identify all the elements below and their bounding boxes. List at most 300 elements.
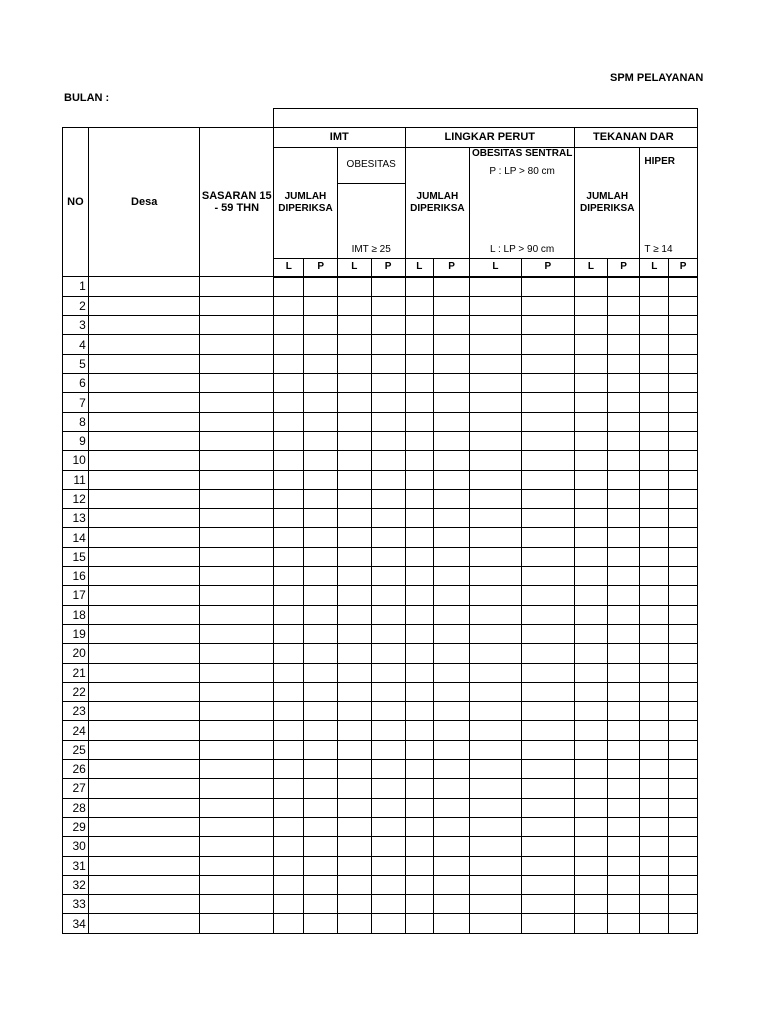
data-cell[interactable] (470, 470, 521, 489)
data-cell[interactable] (640, 779, 669, 798)
data-cell[interactable] (405, 779, 433, 798)
data-cell[interactable] (405, 644, 433, 663)
data-cell[interactable] (337, 856, 371, 875)
data-cell[interactable] (669, 451, 698, 470)
data-cell[interactable] (337, 663, 371, 682)
data-cell[interactable] (470, 547, 521, 566)
data-cell[interactable] (371, 721, 405, 740)
data-cell[interactable] (433, 296, 469, 315)
data-cell[interactable] (304, 837, 337, 856)
data-cell[interactable] (521, 760, 574, 779)
sasaran-cell[interactable] (200, 605, 274, 624)
data-cell[interactable] (337, 509, 371, 528)
data-cell[interactable] (337, 624, 371, 643)
desa-cell[interactable] (88, 393, 200, 412)
data-cell[interactable] (669, 354, 698, 373)
data-cell[interactable] (470, 760, 521, 779)
data-cell[interactable] (521, 875, 574, 894)
data-cell[interactable] (669, 895, 698, 914)
data-cell[interactable] (405, 567, 433, 586)
data-cell[interactable] (337, 837, 371, 856)
data-cell[interactable] (337, 740, 371, 759)
data-cell[interactable] (669, 567, 698, 586)
desa-cell[interactable] (88, 895, 200, 914)
sasaran-cell[interactable] (200, 875, 274, 894)
data-cell[interactable] (607, 663, 640, 682)
data-cell[interactable] (470, 605, 521, 624)
data-cell[interactable] (607, 547, 640, 566)
data-cell[interactable] (405, 605, 433, 624)
sasaran-cell[interactable] (200, 547, 274, 566)
data-cell[interactable] (274, 277, 304, 297)
data-cell[interactable] (607, 644, 640, 663)
desa-cell[interactable] (88, 721, 200, 740)
data-cell[interactable] (470, 817, 521, 836)
desa-cell[interactable] (88, 760, 200, 779)
data-cell[interactable] (274, 817, 304, 836)
data-cell[interactable] (607, 586, 640, 605)
data-cell[interactable] (405, 760, 433, 779)
data-cell[interactable] (640, 856, 669, 875)
data-cell[interactable] (470, 798, 521, 817)
data-cell[interactable] (669, 760, 698, 779)
data-cell[interactable] (669, 489, 698, 508)
data-cell[interactable] (337, 586, 371, 605)
data-cell[interactable] (607, 721, 640, 740)
data-cell[interactable] (274, 586, 304, 605)
data-cell[interactable] (405, 354, 433, 373)
data-cell[interactable] (371, 277, 405, 297)
data-cell[interactable] (371, 605, 405, 624)
data-cell[interactable] (337, 489, 371, 508)
desa-cell[interactable] (88, 335, 200, 354)
data-cell[interactable] (337, 431, 371, 450)
data-cell[interactable] (274, 875, 304, 894)
desa-cell[interactable] (88, 702, 200, 721)
data-cell[interactable] (470, 663, 521, 682)
data-cell[interactable] (669, 296, 698, 315)
data-cell[interactable] (575, 316, 608, 335)
data-cell[interactable] (521, 451, 574, 470)
data-cell[interactable] (337, 682, 371, 701)
data-cell[interactable] (575, 296, 608, 315)
sasaran-cell[interactable] (200, 624, 274, 643)
data-cell[interactable] (640, 760, 669, 779)
data-cell[interactable] (575, 509, 608, 528)
sasaran-cell[interactable] (200, 393, 274, 412)
data-cell[interactable] (274, 316, 304, 335)
data-cell[interactable] (575, 760, 608, 779)
data-cell[interactable] (304, 393, 337, 412)
data-cell[interactable] (274, 837, 304, 856)
data-cell[interactable] (521, 335, 574, 354)
data-cell[interactable] (640, 431, 669, 450)
data-cell[interactable] (371, 393, 405, 412)
data-cell[interactable] (337, 721, 371, 740)
data-cell[interactable] (575, 547, 608, 566)
data-cell[interactable] (274, 489, 304, 508)
data-cell[interactable] (371, 547, 405, 566)
desa-cell[interactable] (88, 354, 200, 373)
data-cell[interactable] (640, 316, 669, 335)
data-cell[interactable] (304, 374, 337, 393)
data-cell[interactable] (521, 277, 574, 297)
data-cell[interactable] (640, 509, 669, 528)
data-cell[interactable] (669, 837, 698, 856)
data-cell[interactable] (337, 277, 371, 297)
data-cell[interactable] (433, 470, 469, 489)
data-cell[interactable] (433, 856, 469, 875)
data-cell[interactable] (470, 586, 521, 605)
data-cell[interactable] (371, 509, 405, 528)
data-cell[interactable] (669, 644, 698, 663)
data-cell[interactable] (274, 740, 304, 759)
desa-cell[interactable] (88, 509, 200, 528)
data-cell[interactable] (274, 644, 304, 663)
data-cell[interactable] (575, 875, 608, 894)
data-cell[interactable] (304, 895, 337, 914)
data-cell[interactable] (640, 374, 669, 393)
data-cell[interactable] (669, 875, 698, 894)
data-cell[interactable] (371, 644, 405, 663)
data-cell[interactable] (640, 605, 669, 624)
sasaran-cell[interactable] (200, 895, 274, 914)
data-cell[interactable] (575, 702, 608, 721)
data-cell[interactable] (433, 663, 469, 682)
sasaran-cell[interactable] (200, 586, 274, 605)
data-cell[interactable] (470, 412, 521, 431)
data-cell[interactable] (371, 528, 405, 547)
data-cell[interactable] (405, 895, 433, 914)
data-cell[interactable] (405, 431, 433, 450)
data-cell[interactable] (640, 470, 669, 489)
desa-cell[interactable] (88, 547, 200, 566)
data-cell[interactable] (274, 605, 304, 624)
data-cell[interactable] (274, 296, 304, 315)
data-cell[interactable] (521, 547, 574, 566)
data-cell[interactable] (521, 817, 574, 836)
data-cell[interactable] (433, 702, 469, 721)
desa-cell[interactable] (88, 451, 200, 470)
data-cell[interactable] (669, 856, 698, 875)
data-cell[interactable] (521, 837, 574, 856)
data-cell[interactable] (337, 779, 371, 798)
data-cell[interactable] (640, 412, 669, 431)
data-cell[interactable] (470, 509, 521, 528)
data-cell[interactable] (371, 682, 405, 701)
data-cell[interactable] (405, 335, 433, 354)
data-cell[interactable] (405, 663, 433, 682)
data-cell[interactable] (607, 624, 640, 643)
data-cell[interactable] (304, 277, 337, 297)
data-cell[interactable] (371, 296, 405, 315)
data-cell[interactable] (521, 779, 574, 798)
data-cell[interactable] (304, 528, 337, 547)
data-cell[interactable] (669, 914, 698, 933)
data-cell[interactable] (433, 374, 469, 393)
data-cell[interactable] (521, 374, 574, 393)
data-cell[interactable] (669, 721, 698, 740)
data-cell[interactable] (304, 586, 337, 605)
desa-cell[interactable] (88, 277, 200, 297)
data-cell[interactable] (337, 817, 371, 836)
data-cell[interactable] (521, 663, 574, 682)
data-cell[interactable] (304, 451, 337, 470)
data-cell[interactable] (304, 547, 337, 566)
data-cell[interactable] (304, 702, 337, 721)
data-cell[interactable] (521, 528, 574, 547)
data-cell[interactable] (575, 663, 608, 682)
data-cell[interactable] (405, 451, 433, 470)
data-cell[interactable] (304, 567, 337, 586)
data-cell[interactable] (304, 644, 337, 663)
data-cell[interactable] (669, 277, 698, 297)
data-cell[interactable] (470, 393, 521, 412)
data-cell[interactable] (669, 547, 698, 566)
data-cell[interactable] (640, 335, 669, 354)
data-cell[interactable] (405, 740, 433, 759)
data-cell[interactable] (575, 354, 608, 373)
data-cell[interactable] (607, 374, 640, 393)
data-cell[interactable] (669, 412, 698, 431)
sasaran-cell[interactable] (200, 682, 274, 701)
sasaran-cell[interactable] (200, 296, 274, 315)
data-cell[interactable] (669, 624, 698, 643)
sasaran-cell[interactable] (200, 277, 274, 297)
data-cell[interactable] (304, 624, 337, 643)
data-cell[interactable] (405, 624, 433, 643)
data-cell[interactable] (470, 856, 521, 875)
data-cell[interactable] (575, 624, 608, 643)
data-cell[interactable] (640, 296, 669, 315)
data-cell[interactable] (521, 682, 574, 701)
data-cell[interactable] (669, 605, 698, 624)
data-cell[interactable] (433, 489, 469, 508)
data-cell[interactable] (470, 914, 521, 933)
data-cell[interactable] (607, 489, 640, 508)
data-cell[interactable] (470, 837, 521, 856)
data-cell[interactable] (304, 354, 337, 373)
sasaran-cell[interactable] (200, 335, 274, 354)
data-cell[interactable] (433, 605, 469, 624)
data-cell[interactable] (337, 470, 371, 489)
data-cell[interactable] (640, 277, 669, 297)
data-cell[interactable] (405, 547, 433, 566)
data-cell[interactable] (433, 528, 469, 547)
data-cell[interactable] (607, 740, 640, 759)
data-cell[interactable] (669, 431, 698, 450)
data-cell[interactable] (433, 644, 469, 663)
data-cell[interactable] (470, 431, 521, 450)
sasaran-cell[interactable] (200, 528, 274, 547)
data-cell[interactable] (337, 354, 371, 373)
desa-cell[interactable] (88, 605, 200, 624)
sasaran-cell[interactable] (200, 798, 274, 817)
data-cell[interactable] (575, 740, 608, 759)
sasaran-cell[interactable] (200, 914, 274, 933)
data-cell[interactable] (575, 817, 608, 836)
data-cell[interactable] (433, 316, 469, 335)
desa-cell[interactable] (88, 644, 200, 663)
data-cell[interactable] (575, 528, 608, 547)
data-cell[interactable] (575, 451, 608, 470)
data-cell[interactable] (575, 277, 608, 297)
sasaran-cell[interactable] (200, 489, 274, 508)
data-cell[interactable] (274, 335, 304, 354)
data-cell[interactable] (575, 567, 608, 586)
data-cell[interactable] (470, 277, 521, 297)
data-cell[interactable] (337, 374, 371, 393)
data-cell[interactable] (433, 567, 469, 586)
data-cell[interactable] (607, 682, 640, 701)
desa-cell[interactable] (88, 856, 200, 875)
data-cell[interactable] (405, 875, 433, 894)
desa-cell[interactable] (88, 586, 200, 605)
data-cell[interactable] (274, 798, 304, 817)
sasaran-cell[interactable] (200, 374, 274, 393)
data-cell[interactable] (433, 721, 469, 740)
data-cell[interactable] (640, 547, 669, 566)
data-cell[interactable] (405, 296, 433, 315)
data-cell[interactable] (669, 316, 698, 335)
data-cell[interactable] (640, 451, 669, 470)
data-cell[interactable] (433, 798, 469, 817)
data-cell[interactable] (371, 875, 405, 894)
data-cell[interactable] (575, 721, 608, 740)
desa-cell[interactable] (88, 914, 200, 933)
data-cell[interactable] (521, 431, 574, 450)
data-cell[interactable] (470, 624, 521, 643)
data-cell[interactable] (433, 354, 469, 373)
data-cell[interactable] (337, 547, 371, 566)
data-cell[interactable] (433, 335, 469, 354)
data-cell[interactable] (470, 702, 521, 721)
data-cell[interactable] (669, 663, 698, 682)
data-cell[interactable] (433, 760, 469, 779)
data-cell[interactable] (470, 740, 521, 759)
data-cell[interactable] (640, 798, 669, 817)
data-cell[interactable] (640, 644, 669, 663)
data-cell[interactable] (304, 663, 337, 682)
data-cell[interactable] (575, 856, 608, 875)
data-cell[interactable] (607, 875, 640, 894)
data-cell[interactable] (274, 682, 304, 701)
data-cell[interactable] (640, 586, 669, 605)
data-cell[interactable] (470, 644, 521, 663)
desa-cell[interactable] (88, 316, 200, 335)
data-cell[interactable] (371, 470, 405, 489)
data-cell[interactable] (304, 509, 337, 528)
sasaran-cell[interactable] (200, 740, 274, 759)
data-cell[interactable] (371, 586, 405, 605)
data-cell[interactable] (274, 721, 304, 740)
data-cell[interactable] (607, 605, 640, 624)
data-cell[interactable] (337, 702, 371, 721)
sasaran-cell[interactable] (200, 354, 274, 373)
data-cell[interactable] (521, 489, 574, 508)
data-cell[interactable] (274, 779, 304, 798)
data-cell[interactable] (669, 335, 698, 354)
data-cell[interactable] (405, 817, 433, 836)
data-cell[interactable] (640, 528, 669, 547)
data-cell[interactable] (669, 528, 698, 547)
data-cell[interactable] (607, 316, 640, 335)
data-cell[interactable] (433, 624, 469, 643)
data-cell[interactable] (371, 335, 405, 354)
data-cell[interactable] (304, 605, 337, 624)
data-cell[interactable] (470, 567, 521, 586)
data-cell[interactable] (405, 586, 433, 605)
data-cell[interactable] (337, 451, 371, 470)
data-cell[interactable] (337, 296, 371, 315)
data-cell[interactable] (607, 817, 640, 836)
sasaran-cell[interactable] (200, 702, 274, 721)
data-cell[interactable] (521, 586, 574, 605)
data-cell[interactable] (669, 702, 698, 721)
desa-cell[interactable] (88, 567, 200, 586)
data-cell[interactable] (405, 374, 433, 393)
data-cell[interactable] (371, 374, 405, 393)
data-cell[interactable] (337, 393, 371, 412)
data-cell[interactable] (640, 914, 669, 933)
sasaran-cell[interactable] (200, 779, 274, 798)
data-cell[interactable] (607, 393, 640, 412)
data-cell[interactable] (470, 779, 521, 798)
data-cell[interactable] (521, 470, 574, 489)
data-cell[interactable] (521, 393, 574, 412)
data-cell[interactable] (575, 431, 608, 450)
data-cell[interactable] (371, 431, 405, 450)
data-cell[interactable] (607, 354, 640, 373)
data-cell[interactable] (470, 316, 521, 335)
data-cell[interactable] (470, 296, 521, 315)
data-cell[interactable] (304, 779, 337, 798)
desa-cell[interactable] (88, 374, 200, 393)
data-cell[interactable] (575, 837, 608, 856)
desa-cell[interactable] (88, 624, 200, 643)
data-cell[interactable] (521, 412, 574, 431)
data-cell[interactable] (470, 451, 521, 470)
data-cell[interactable] (607, 837, 640, 856)
data-cell[interactable] (371, 702, 405, 721)
data-cell[interactable] (274, 509, 304, 528)
data-cell[interactable] (304, 412, 337, 431)
data-cell[interactable] (433, 277, 469, 297)
data-cell[interactable] (470, 335, 521, 354)
data-cell[interactable] (607, 914, 640, 933)
desa-cell[interactable] (88, 682, 200, 701)
data-cell[interactable] (575, 682, 608, 701)
data-cell[interactable] (607, 567, 640, 586)
data-cell[interactable] (640, 393, 669, 412)
desa-cell[interactable] (88, 817, 200, 836)
data-cell[interactable] (575, 605, 608, 624)
data-cell[interactable] (575, 489, 608, 508)
data-cell[interactable] (669, 682, 698, 701)
data-cell[interactable] (607, 296, 640, 315)
data-cell[interactable] (274, 470, 304, 489)
sasaran-cell[interactable] (200, 470, 274, 489)
data-cell[interactable] (337, 412, 371, 431)
data-cell[interactable] (640, 817, 669, 836)
data-cell[interactable] (470, 374, 521, 393)
data-cell[interactable] (274, 702, 304, 721)
data-cell[interactable] (274, 567, 304, 586)
data-cell[interactable] (304, 682, 337, 701)
data-cell[interactable] (371, 895, 405, 914)
data-cell[interactable] (304, 740, 337, 759)
data-cell[interactable] (337, 316, 371, 335)
